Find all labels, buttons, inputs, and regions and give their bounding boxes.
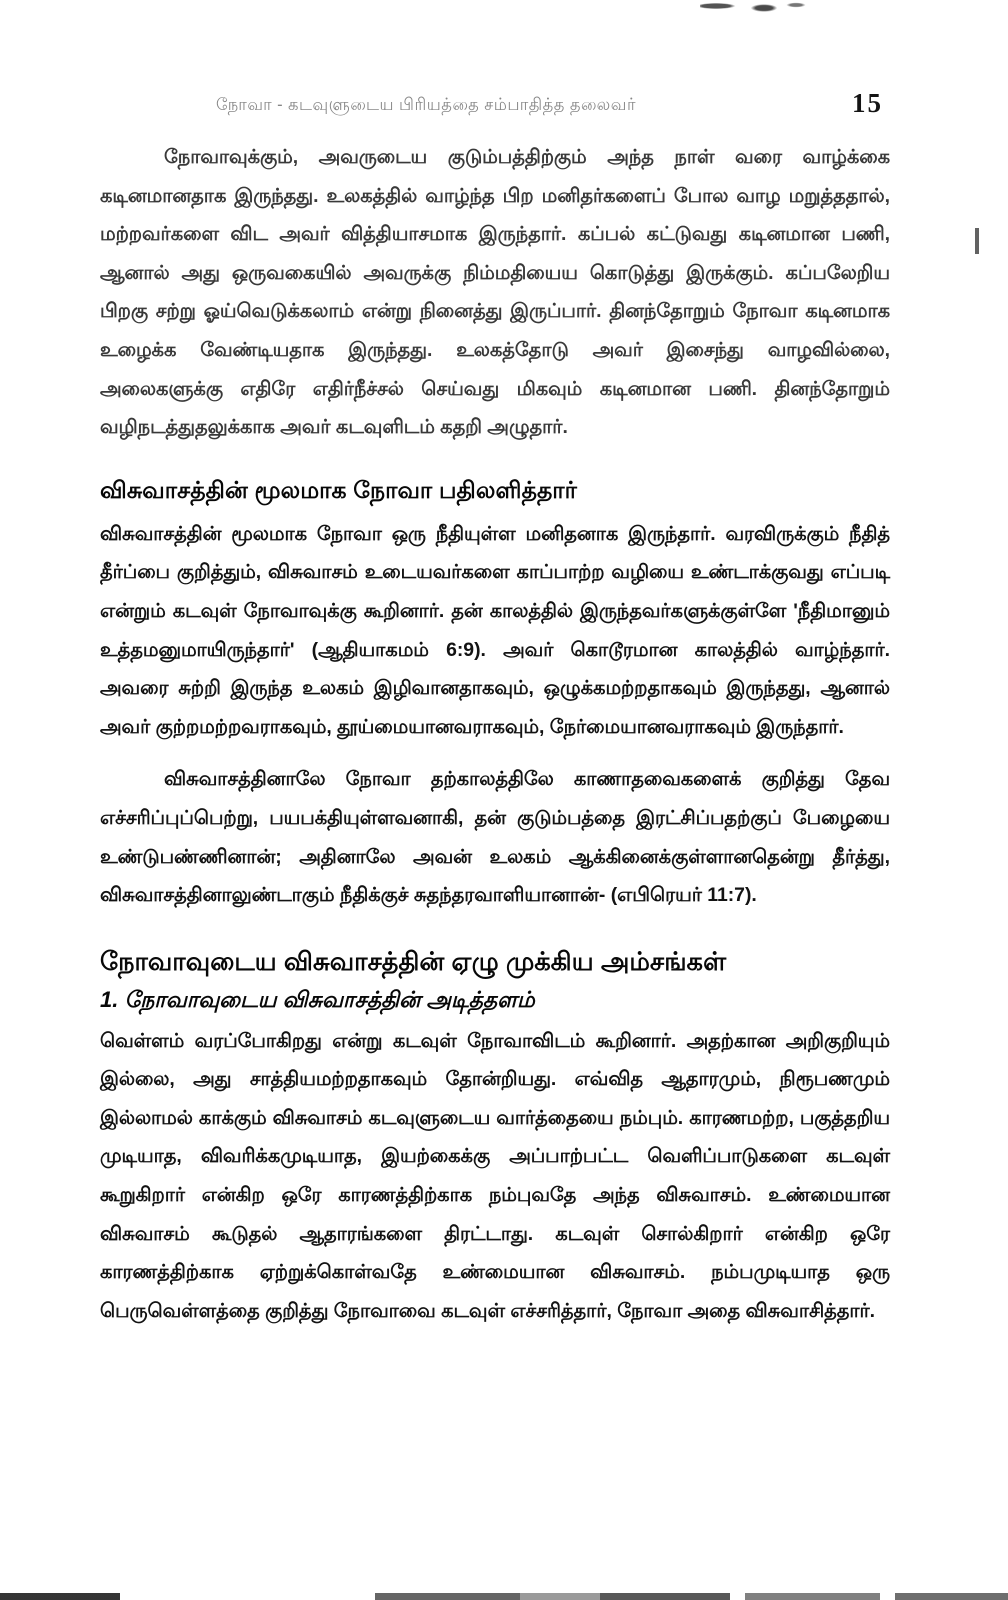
paragraph-4: வெள்ளம் வரப்போகிறது என்று கடவுள் நோவாவிடம் கூறினார். அதற்கான அறிகுறியும் இல்லை, அது சாத்தியமற்றதாகவும் தோன்றியது. எவ்வித ஆதாரமும், நிரூபணமும் இல்லாமல் காக்கும் விசுவாசம் கடவுளுடைய வார்த்தையை நம்பும். காரணமற்ற, பகுத்தறிய முடியாத, விவரிக்கமுடியாத, இயற்கைக்கு அப்பாற்பட்ட வெளிப்பாடுகளை கடவுள் கூறுகிறார் என்கிற ஒரே காரணத்திற்காக நம்புவதே அந்த விசுவாசம். உண்மையான விசுவாசம் கூடுதல் ஆதாரங்களை திரட்டாது. கடவுள் சொல்கிறார் என்கிற ஒரே காரணத்திற்காக ஏற்றுக்கொள்வதே உண்மையான விசுவாசம். நம்பமுடியாத ஒரு பெருவெள்ளத்தை குறித்து நோவாவை கடவுள் எச்சரித்தார், நோவா அதை விசுவாசித்தார். xyxy=(100,1029,890,1322)
scan-artifact-bottom-edge xyxy=(0,1593,1008,1600)
paragraph-2: விசுவாசத்தின் மூலமாக நோவா ஒரு நீதியுள்ள மனிதனாக இருந்தார். வரவிருக்கும் நீதித் தீர்ப்பை குறித்தும், விசுவாசம் உடையவர்களை காப்பாற்ற வழியை உண்டாக்குவது எப்படி என்றும் கடவுள் நோவாவுக்கு கூறினார். தன் காலத்தில் இருந்தவர்களுக்குள்ளே 'நீதிமானும் உத்தமனுமாயிருந்தார்' (ஆதியாகமம் 6:9). அவர் கொடூரமான காலத்தில் வாழ்ந்தார். அவரை சுற்றி இருந்த உலகம் இழிவானதாகவும், ஒழுக்கமற்றதாகவும் இருந்தது, ஆனால் அவர் குற்றமற்றவராகவும், தூய்மையானவராகவும், நேர்மையானவராகவும் இருந்தார். xyxy=(100,522,890,738)
page-content xyxy=(100,0,890,1330)
running-head xyxy=(100,88,890,138)
paragraph-1: நோவாவுக்கும், அவருடைய குடும்பத்திற்கும் அந்த நாள் வரை வாழ்க்கை கடினமானதாக இருந்தது. உலகத்தில் வாழ்ந்த பிற மனிதர்களைப் போல வாழ மறுத்ததால், மற்றவர்களை விட அவர் வித்தியாசமாக இருந்தார். கப்பல் கட்டுவது கடினமான பணி, ஆனால் அது ஒருவகையில் அவருக்கு நிம்மதியைய கொடுத்து இருக்கும். கப்பலேறிய பிறகு சற்று ஓய்வெடுக்கலாம் என்று நினைத்து இருப்பார். தினந்தோறும் நோவா கடினமாக உழைக்க வேண்டியதாக இருந்தது. உலகத்தோடு அவர் இசைந்து வாழவில்லை, அலைகளுக்கு எதிரே எதிர்நீச்சல் செய்வது மிகவும் கடினமான பணி. தினந்தோறும் வழிநடத்துதலுக்காக அவர் கடவுளிடம் கதறி அழுதார். xyxy=(100,146,890,439)
page-number: 15 xyxy=(852,88,883,118)
running-head-title: நோவா - கடவுளுடைய பிரியத்தை சம்பாதித்த தலைவர் xyxy=(216,95,636,115)
paragraph-3: விசுவாசத்தினாலே நோவா தற்காலத்திலே காணாதவைகளைக் குறித்து தேவ எச்சரிப்புப்பெற்று, பயபக்தியுள்ளவனாகி, தன் குடும்பத்தை இரட்சிப்பதற்குப் பேழையை உண்டுபண்ணினான்; அதினாலே அவன் உலகம் ஆக்கினைக்குள்ளானதென்று தீர்த்து, விசுவாசத்தினாலுண்டாகும் நீதிக்குச் சுதந்தரவாளியானான்- (எபிரெயர் 11:7). xyxy=(100,768,890,907)
heading-faith-response: விசுவாசத்தின் மூலமாக நோவா பதிலளித்தார் xyxy=(100,476,578,503)
heading-seven-aspects: நோவாவுடைய விசுவாசத்தின் ஏழு முக்கிய அம்சங்கள் xyxy=(100,947,727,976)
subheading-foundation-of-faith: 1. நோவாவுடைய விசுவாசத்தின் அடித்தளம் xyxy=(100,986,535,1012)
scan-artifact-right-mark xyxy=(975,228,979,254)
